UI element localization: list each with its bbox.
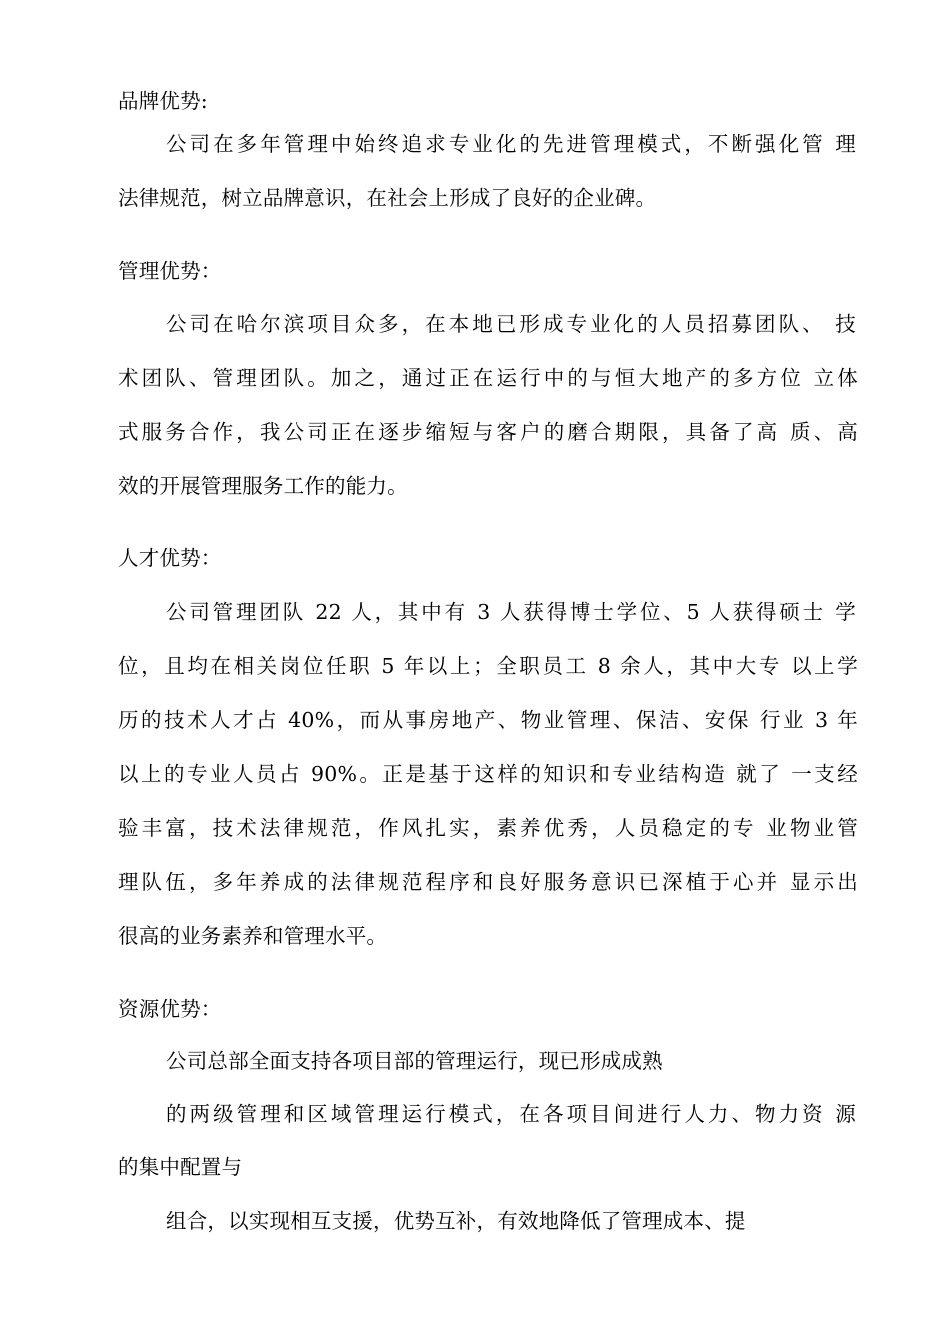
section-heading-resource: 资源优势： [118, 997, 222, 1021]
paragraph-line: 效的开展管理服务工作的能力。 [118, 474, 408, 498]
paragraph-line: 公司在多年管理中始终追求专业化的先进管理模式，不断强化管 理 [166, 132, 856, 156]
paragraph-line: 法律规范，树立品牌意识，在社会上形成了良好的企业碑。 [118, 186, 657, 210]
paragraph-line: 公司总部全面支持各项目部的管理运行，现已形成成熟 [166, 1049, 663, 1073]
paragraph-line: 历的技术人才占 40%，而从事房地产、物业管理、保洁、安保 行业 3 年 [118, 708, 858, 732]
paragraph-line: 验丰富，技术法律规范，作风扎实，素养优秀，人员稳定的专 业物业管 [118, 816, 858, 840]
paragraph-line: 组合，以实现相互支援，优势互补，有效地降低了管理成本、提 [166, 1209, 746, 1233]
section-heading-talent: 人才优势： [118, 546, 222, 570]
paragraph-line: 理队伍，多年养成的法律规范程序和良好服务意识已深植于心并 显示出 [118, 870, 858, 894]
paragraph-line: 的集中配置与 [118, 1155, 243, 1179]
paragraph-line: 术团队、管理团队。加之，通过正在运行中的与恒大地产的多方位 立体 [118, 366, 858, 390]
section-heading-management: 管理优势： [118, 259, 222, 283]
paragraph-line: 公司在哈尔滨项目众多，在本地已形成专业化的人员招募团队、 技 [166, 312, 856, 336]
paragraph-line: 的两级管理和区域管理运行模式，在各项目间进行人力、物力资 源 [166, 1102, 856, 1126]
paragraph-line: 以上的专业人员占 90%。正是基于这样的知识和专业结构造 就了 一支经 [118, 762, 858, 786]
paragraph-line: 位，且均在相关岗位任职 5 年以上；全职员工 8 余人，其中大专 以上学 [118, 654, 858, 678]
paragraph-line: 式服务合作，我公司正在逐步缩短与客户的磨合期限，具备了高 质、高 [118, 420, 858, 444]
paragraph-line: 很高的业务素养和管理水平。 [118, 924, 388, 948]
paragraph-line: 公司管理团队 22 人，其中有 3 人获得博士学位、5 人获得硕士 学 [166, 600, 856, 624]
section-heading-brand: 品牌优势: [118, 89, 208, 113]
